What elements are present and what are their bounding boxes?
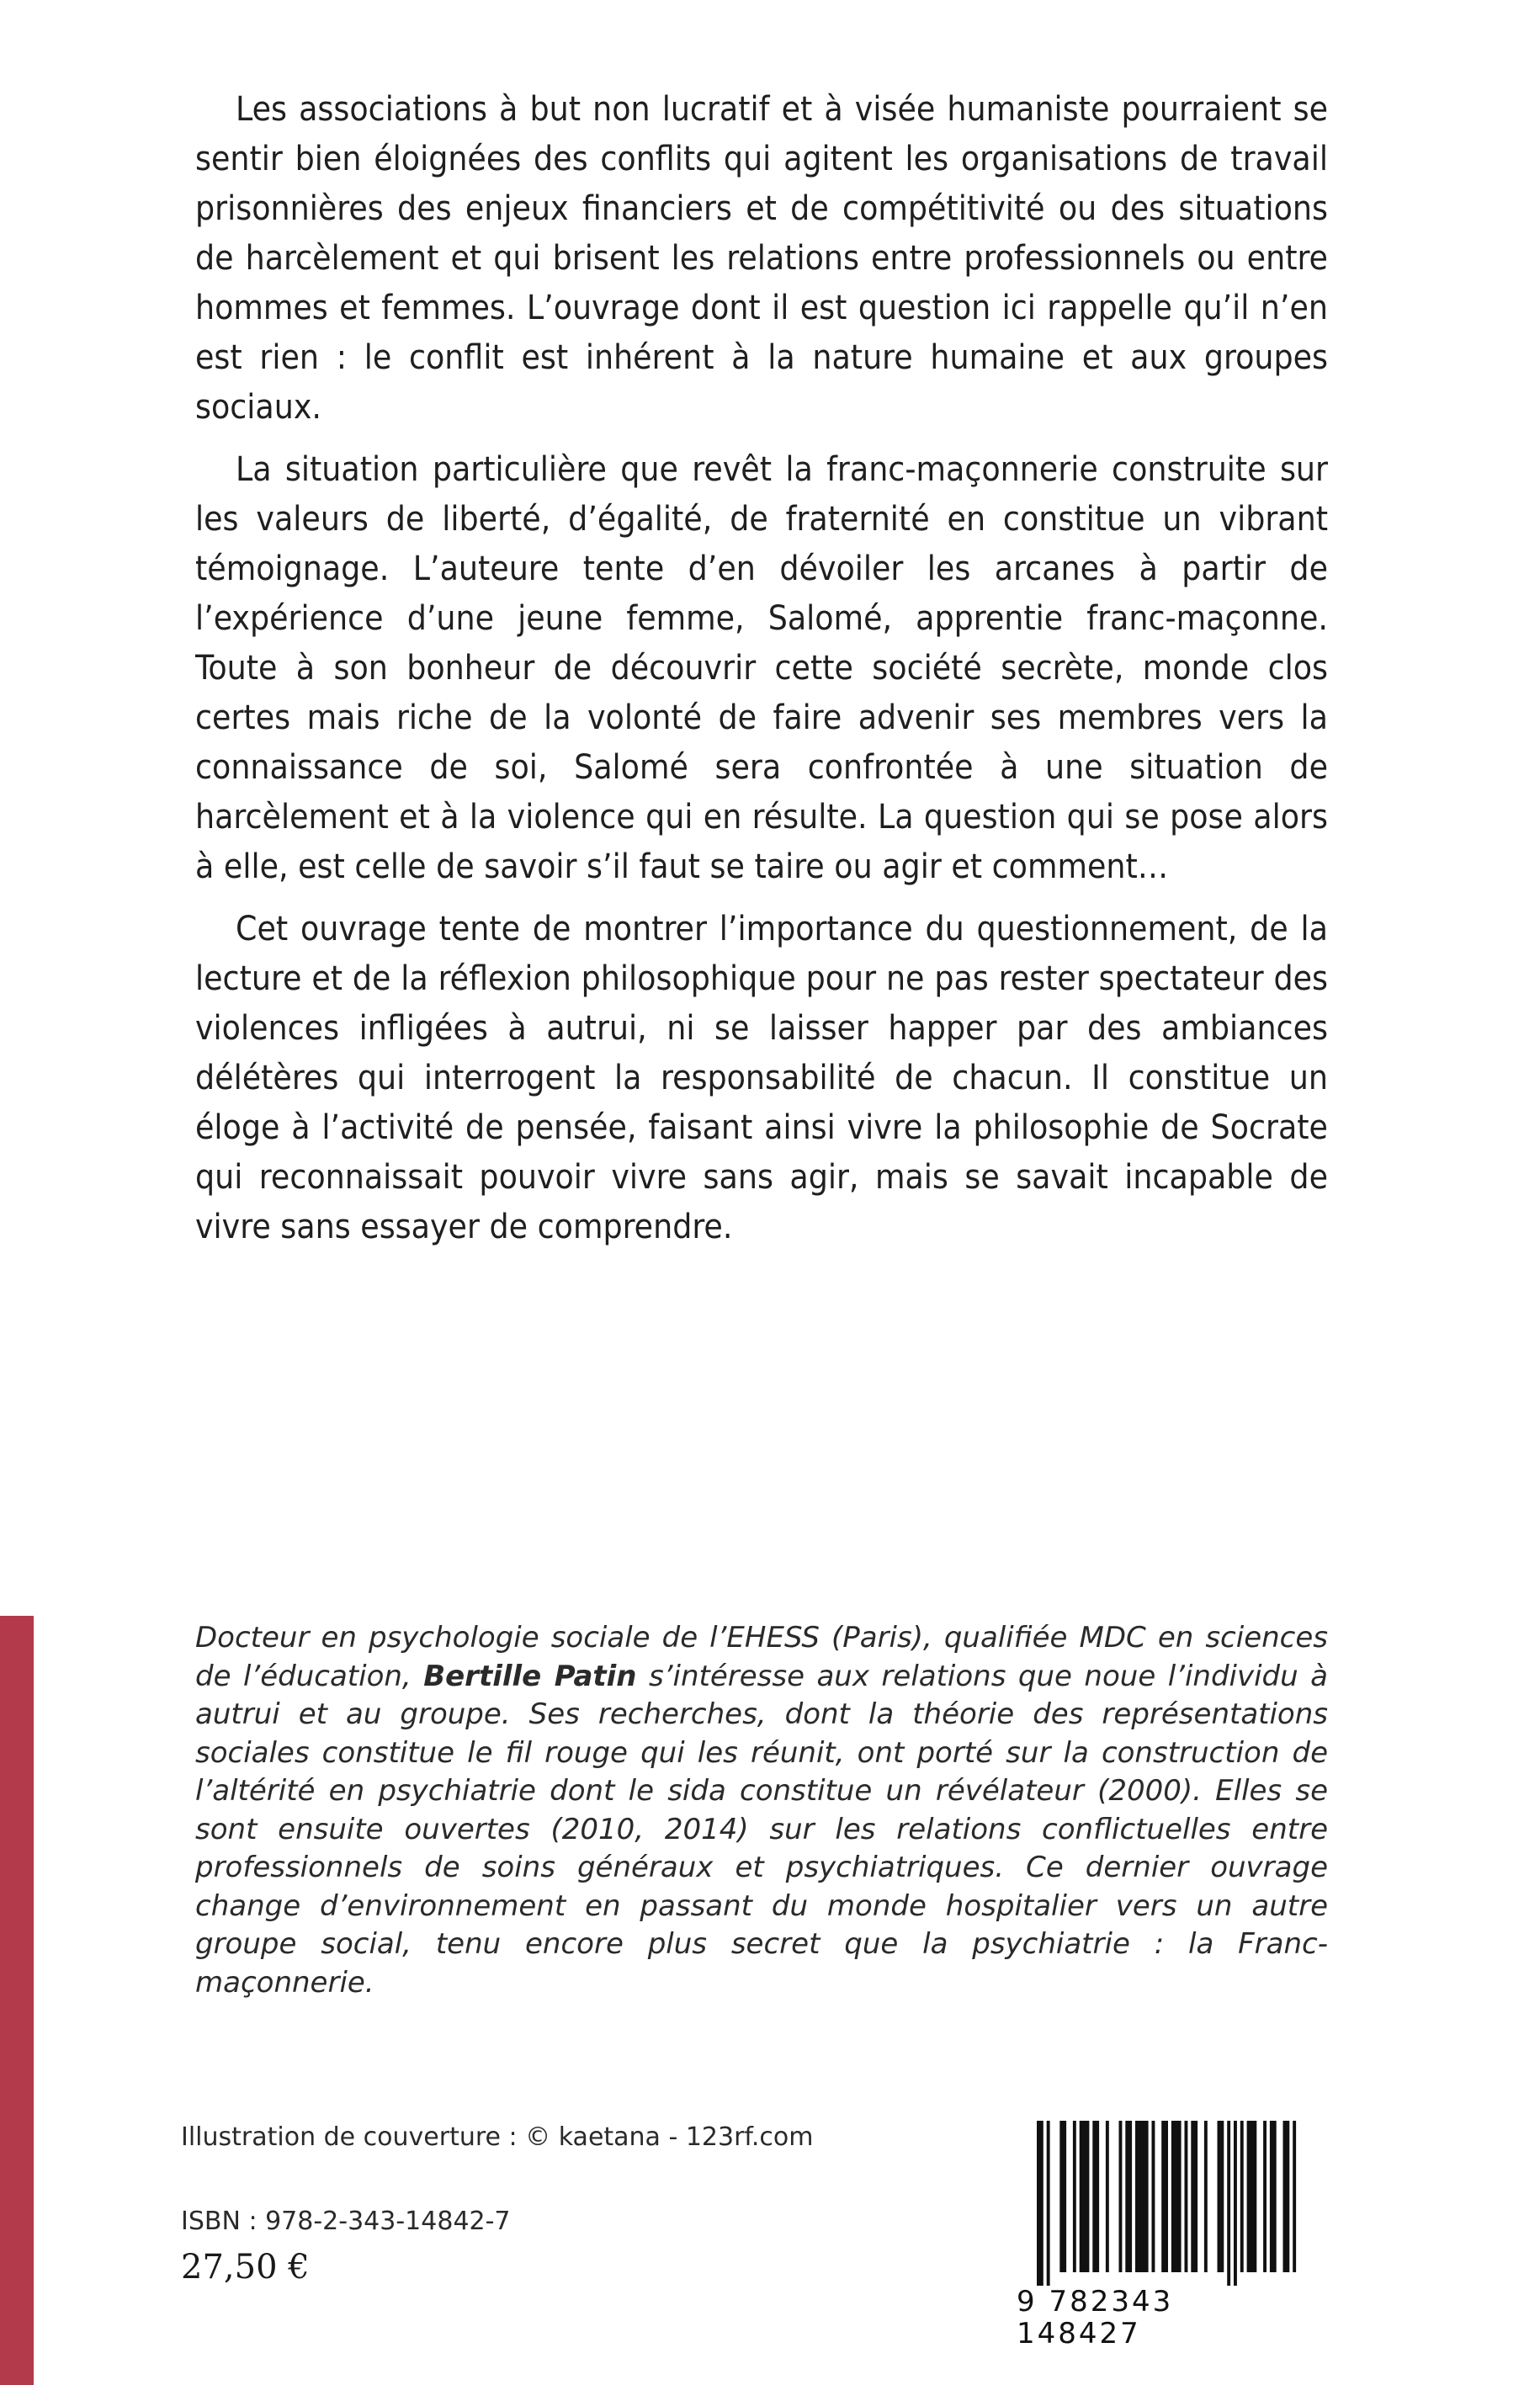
barcode-bar — [1119, 2121, 1123, 2272]
barcode-bar — [1191, 2121, 1197, 2272]
barcode-bar — [1204, 2121, 1208, 2272]
barcode-bar — [1152, 2121, 1155, 2272]
barcode-bar — [1234, 2121, 1237, 2286]
barcode-digits: 9 782343 148427 — [1017, 2285, 1174, 2350]
isbn-label: ISBN : 978-2-343-14842-7 — [181, 2207, 511, 2236]
barcode-bar — [1161, 2121, 1168, 2272]
barcode-bar — [1227, 2121, 1230, 2286]
blurb-paragraph-1: Les associations à but non lucratif et à visée humaniste pourraient se sentir bien éloignées des conflits qui agitent les organisations de travail prisonnières des enjeux financiers et de compétitivité ou des situations de harcèlement et qui brisent les relations entre professionnels ou entre hommes et femmes. L’ouvrage dont il est question ici rappelle qu’il n’en est rien : le conflit est inhérent à la nature humaine et aux groupes sociaux. — [195, 88, 1328, 427]
spine-color-bar — [0, 1616, 34, 2385]
barcode-bar — [1047, 2121, 1050, 2286]
barcode — [1017, 2121, 1303, 2350]
barcode-bar — [1037, 2121, 1043, 2286]
barcode-bar — [1185, 2121, 1188, 2272]
barcode-bar — [1171, 2121, 1182, 2272]
barcode-bar — [1270, 2121, 1277, 2272]
barcode-bar — [1247, 2121, 1257, 2272]
barcode-bar — [1059, 2121, 1066, 2272]
bio-rest: s’intéresse aux relations que noue l’individu à autrui et au groupe. Ses recherches, dont la théorie des représentations sociales constitue le fil rouge qui les réunit, ont porté sur la construction de l’altérité en psychiatrie dont le sida constitue un révélateur (2000). Elles se sont ensuite ouvertes (2010, 2014) sur les relations conflictuelles entre professionnels de soins généraux et psychiatriques. Ce dernier ouvrage change d’environnement en passant du monde hospitalier vers un autre groupe social, tenu encore plus secret que la psychiatrie : la Franc-maçonnerie. — [195, 1659, 1328, 2000]
barcode-bar — [1125, 2121, 1132, 2272]
barcode-bars-graphic — [1017, 2121, 1303, 2289]
barcode-bar — [1283, 2121, 1290, 2272]
barcode-bar — [1092, 2121, 1099, 2272]
barcode-bar — [1293, 2121, 1296, 2272]
price-label: 27,50 € — [181, 2248, 310, 2287]
barcode-bar — [1135, 2121, 1149, 2272]
barcode-bar — [1240, 2121, 1244, 2272]
bio-intro: Docteur en psychologie sociale de l’EHESS (Paris), qualifiée MDC en sciences de l’éducation, — [195, 1621, 1328, 1693]
barcode-bar — [1080, 2121, 1090, 2272]
blurb-text — [195, 84, 1328, 1264]
author-bio — [195, 1619, 1328, 2002]
barcode-bar — [1073, 2121, 1076, 2272]
barcode-bar — [1263, 2121, 1267, 2272]
blurb-paragraph-2: La situation particulière que revêt la franc-maçonnerie construite sur les valeurs de liberté, d’égalité, de fraternité en constitue un vibrant témoignage. L’auteure tente d’en dévoiler les arcanes à partir de l’expérience d’une jeune femme, Salomé, apprentie franc-maçonne. Toute à son bonheur de découvrir cette société secrète, monde clos certes mais riche de la volonté de faire advenir ses membres vers la connaissance de soi, Salomé sera confrontée à une situation de harcèlement et à la violence qui en résulte. La question qui se pose alors à elle, est celle de savoir s’il faut se taire ou agir et comment… — [195, 449, 1328, 886]
cover-illustration-credit: Illustration de couverture : © kaetana - 123rf.com — [181, 2122, 814, 2152]
barcode-bar — [1106, 2121, 1109, 2272]
barcode-bar — [1218, 2121, 1224, 2272]
author-name: Bertille Patin — [423, 1659, 637, 1693]
blurb-paragraph-3: Cet ouvrage tente de montrer l’importance du questionnement, de la lecture et de la réflexion philosophique pour ne pas rester spectateur des violences infligées à autrui, ni se laisser happer par des ambiances délétères qui interrogent la responsabilité de chacun. Il constitue un éloge à l’activité de pensée, faisant ainsi vivre la philosophie de Socrate qui reconnaissait pouvoir vivre sans agir, mais se savait incapable de vivre sans essayer de comprendre. — [195, 908, 1328, 1246]
